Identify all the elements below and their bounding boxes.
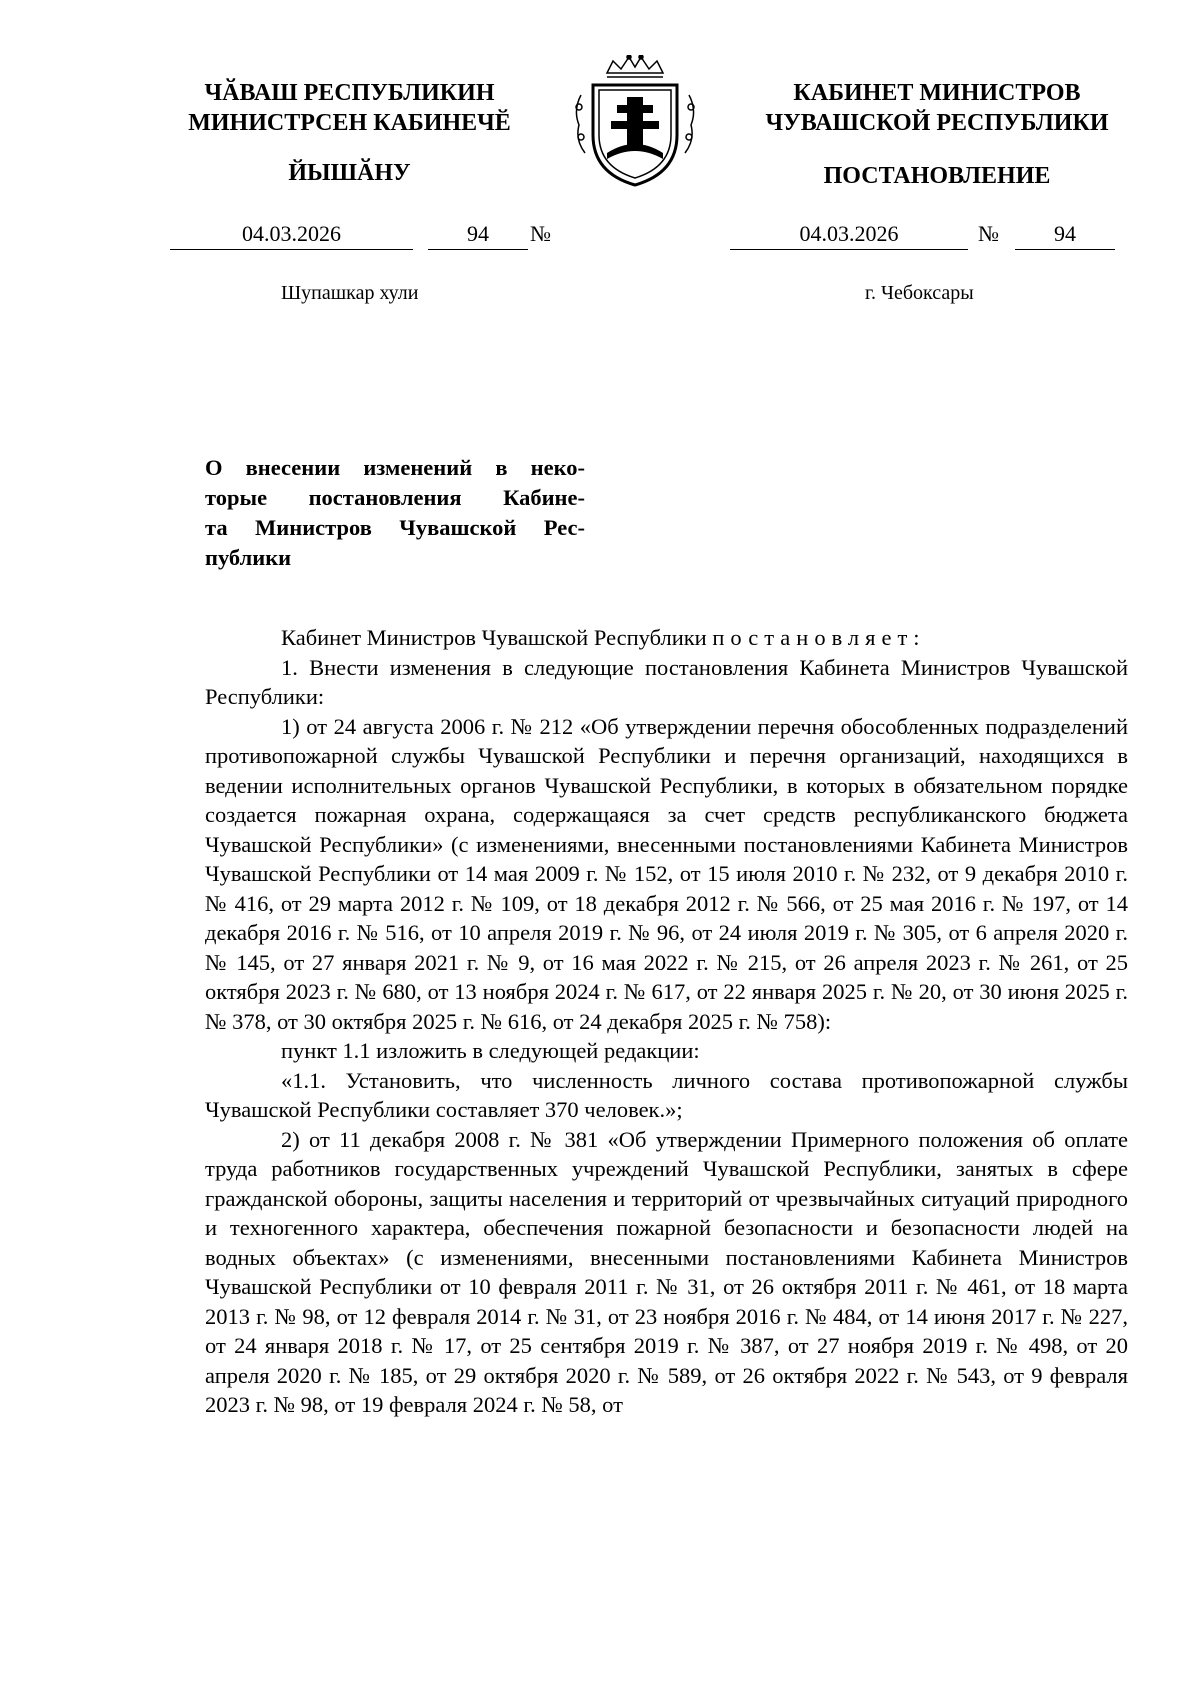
- intro-prefix: Кабинет Министров Чувашской Республики: [281, 625, 713, 650]
- left-date-field: 04.03.2026: [170, 222, 413, 250]
- left-number-sign: №: [530, 221, 551, 246]
- crown-icon: [607, 55, 663, 77]
- emblem-icon: [567, 55, 703, 190]
- paragraph-1-2: 2) от 11 декабря 2008 г. № 381 «Об утверждении Примерного положения об оплате труда работников государственных учреждений Чувашской Республики, занятых в сфере гражданской обороны, защиты населения и территорий от чрезвычайных ситуаций природного и техногенного характера, обеспечения пожарной безопасности и безопасности людей на водных объектах» (с изменениями, внесенными постановлениями Кабинета Министров Чувашской Республики от 10 февраля 2011 г. № 31, от 26 октября 2011 г. № 461, от 18 марта 2013 г. № 98, от 12 февраля 2014 г. № 31, от 23 ноября 2016 г. № 484, от 14 июня 2017 г. № 227, от 24 января 2018 г. № 17, от 25 сентября 2019 г. № 387, от 27 ноября 2019 г. № 498, от 20 апреля 2020 г. № 185, от 29 октября 2020 г. № 589, от 26 октября 2022 г. № 543, от 9 февраля 2023 г. № 98, от 19 февраля 2024 г. № 58, от: [205, 1126, 1128, 1417]
- intro-paragraph: [205, 623, 1128, 653]
- header-left-doc-type: ЙЫШӐНУ: [288, 160, 411, 186]
- left-date-number-line: [170, 222, 570, 250]
- intro-resolves: постановляет:: [712, 625, 926, 650]
- right-city: г. Чебоксары: [865, 282, 974, 304]
- right-number-field: 94: [1015, 222, 1115, 250]
- subject-line-1: О внесении изменений в неко-: [205, 455, 585, 480]
- header-right-line1: КАБИНЕТ МИНИСТРОВ: [793, 80, 1081, 106]
- subject-line-2: торые постановления Кабине-: [205, 485, 585, 510]
- left-number-field: 94: [428, 222, 528, 250]
- document-subject: [205, 453, 585, 573]
- paragraph-quote-1-1: «1.1. Установить, что численность личного состава противопожарной службы Чувашской Республики составляет 370 человек.»;: [205, 1067, 1128, 1122]
- header-right-doc-type: ПОСТАНОВЛЕНИЕ: [823, 163, 1051, 189]
- right-date-field: 04.03.2026: [730, 222, 968, 250]
- header-left-title: [172, 78, 527, 138]
- right-number-sign: №: [978, 221, 999, 246]
- paragraph-point-1-1: пункт 1.1 изложить в следующей редакции:: [281, 1038, 700, 1063]
- subject-line-4: публики: [205, 545, 292, 570]
- left-city: Шупашкар хули: [281, 282, 419, 304]
- header-right-title: [737, 78, 1137, 138]
- header-right-line2: ЧУВАШСКОЙ РЕСПУБЛИКИ: [765, 110, 1109, 136]
- right-date-number-line: [730, 222, 1140, 250]
- subject-line-3: та Министров Чувашской Рес-: [205, 515, 585, 540]
- header-left-line2: МИНИСТРСЕН КАБИНЕЧӖ: [188, 110, 511, 136]
- paragraph-1-1: 1) от 24 августа 2006 г. № 212 «Об утверждении перечня обособленных подразделений противопожарной службы Чувашской Республики и перечня организаций, находящихся в ведении исполнительных органов Чувашской Республики, в которых в обязательном порядке создается пожарная охрана, содержащаяся за счет средств республиканского бюджета Чувашской Республики» (с изменениями, внесенными постановлениями Кабинета Министров Чувашской Республики от 14 мая 2009 г. № 152, от 15 июля 2010 г. № 232, от 9 декабря 2010 г. № 416, от 29 марта 2012 г. № 109, от 18 декабря 2012 г. № 566, от 25 мая 2016 г. № 197, от 14 декабря 2016 г. № 516, от 10 апреля 2019 г. № 96, от 24 июля 2019 г. № 305, от 6 апреля 2020 г. № 145, от 27 января 2021 г. № 9, от 16 мая 2022 г. № 215, от 26 апреля 2023 г. № 261, от 25 октября 2023 г. № 680, от 13 ноября 2024 г. № 617, от 22 января 2025 г. № 20, от 30 июня 2025 г. № 378, от 30 октября 2025 г. № 616, от 24 декабря 2025 г. № 758):: [205, 713, 1128, 1034]
- paragraph-1: 1. Внести изменения в следующие постановления Кабинета Министров Чувашской Республики:: [205, 654, 1128, 709]
- document-body: [205, 623, 1128, 1420]
- header-left-line1: ЧӐВАШ РЕСПУБЛИКИН: [204, 80, 495, 106]
